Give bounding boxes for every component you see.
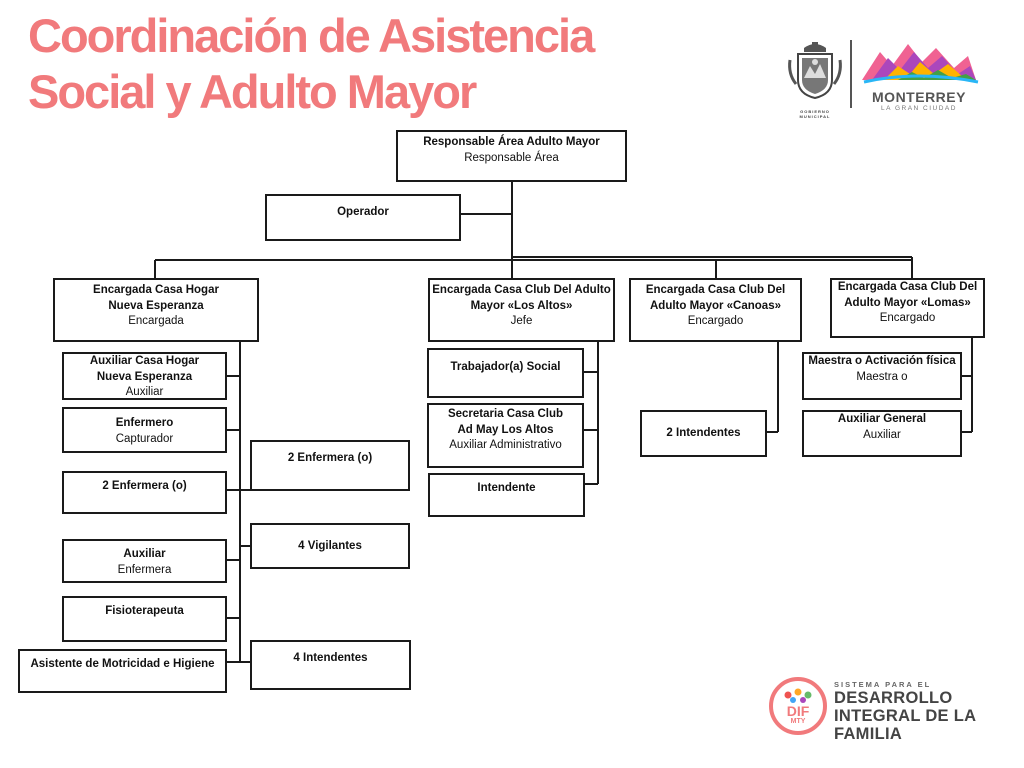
los-altos-role: Jefe xyxy=(510,315,533,327)
enfermero-role: Capturador xyxy=(115,432,174,445)
dif-badge-line-2: MTY xyxy=(790,718,806,725)
lomas-title-1: Encargada Casa Club Del xyxy=(837,281,978,293)
org-box-intendente-altos xyxy=(428,473,585,517)
casa-hogar-title-2: Nueva Esperanza xyxy=(108,299,204,312)
canoas-title-1: Encargada Casa Club Del xyxy=(645,284,786,296)
secretaria-role: Auxiliar Administrativo xyxy=(449,439,562,451)
org-box-lomas xyxy=(830,278,985,338)
maestra-title: Maestra o Activación física xyxy=(808,355,956,367)
org-box-intendentes-canoas xyxy=(640,410,767,457)
casa-hogar-role: Encargada xyxy=(128,315,184,327)
monterrey-tagline: LA GRAN CIUDAD xyxy=(881,105,957,112)
los-altos-title-2: Mayor «Los Altos» xyxy=(470,299,573,312)
trabajador-social-title: Trabajador(a) Social xyxy=(450,361,561,373)
intendentes-hogar-title: 4 Intendentes xyxy=(293,652,368,664)
canoas-role: Encargado xyxy=(687,315,744,327)
enfermera-right-title: 2 Enfermera (o) xyxy=(287,452,373,464)
org-box-enfermero xyxy=(62,407,227,453)
dif-line-2: INTEGRAL DE LA xyxy=(834,707,977,725)
org-box-auxiliar-enfermera xyxy=(62,539,227,583)
dif-line-3: FAMILIA xyxy=(834,725,903,743)
org-box-auxiliar-general xyxy=(802,410,962,457)
dif-small-caption: SISTEMA PARA EL xyxy=(834,680,932,689)
dif-logo-text xyxy=(834,680,976,743)
intendentes-canoas-title: 2 Intendentes xyxy=(666,427,741,439)
org-box-los-altos xyxy=(428,278,615,342)
secretaria-title-2: Ad May Los Altos xyxy=(457,423,554,436)
org-box-enfermera-right xyxy=(250,440,410,491)
org-box-canoas xyxy=(629,278,802,342)
org-box-casa-hogar xyxy=(53,278,259,342)
org-box-intendentes-hogar xyxy=(250,640,411,690)
enfermera-left-title: 2 Enfermera (o) xyxy=(102,480,187,492)
auxiliar-enfermera-role: Enfermera xyxy=(117,563,172,576)
dif-logo-badge xyxy=(768,676,828,736)
fisioterapeuta-title: Fisioterapeuta xyxy=(105,605,184,617)
responsable-title: Responsable Área Adulto Mayor xyxy=(423,136,600,148)
los-altos-title-1: Encargada Casa Club Del Adulto xyxy=(432,284,611,296)
title-line-1: Coordinación de Asistencia xyxy=(28,9,594,62)
municipal-caption: GOBIERNO MUNICIPAL xyxy=(799,109,831,119)
canoas-title-2: Adulto Mayor «Canoas» xyxy=(650,299,781,312)
operador-title: Operador xyxy=(337,206,389,218)
title-line-2: Social y Adulto Mayor xyxy=(28,65,476,118)
org-box-maestra xyxy=(802,352,962,400)
auxiliar-general-title: Auxiliar General xyxy=(837,413,927,425)
org-box-enfermera-left xyxy=(62,471,227,514)
asistente-title: Asistente de Motricidad e Higiene xyxy=(30,658,215,670)
org-box-trabajador-social xyxy=(427,348,584,398)
auxiliar-enfermera-title: Auxiliar xyxy=(123,548,166,560)
org-box-fisioterapeuta xyxy=(62,596,227,642)
dif-line-1: DESARROLLO xyxy=(834,689,953,707)
responsable-role: Responsable Área xyxy=(464,151,559,164)
org-box-secretaria xyxy=(427,403,584,468)
org-box-operador xyxy=(265,194,461,241)
secretaria-title-1: Secretaria Casa Club xyxy=(447,408,564,420)
auxiliar-general-role: Auxiliar xyxy=(863,428,901,441)
auxiliar-casa-hogar-title-2: Nueva Esperanza xyxy=(96,370,193,383)
vigilantes-title: 4 Vigilantes xyxy=(298,540,362,552)
org-box-auxiliar-casa-hogar xyxy=(62,352,227,400)
intendente-altos-title: Intendente xyxy=(477,482,536,494)
enfermero-title: Enfermero xyxy=(115,417,174,429)
lomas-role: Encargado xyxy=(879,312,936,324)
org-box-asistente xyxy=(18,649,227,693)
lomas-title-2: Adulto Mayor «Lomas» xyxy=(844,296,971,309)
org-box-responsable xyxy=(396,130,627,182)
maestra-role: Maestra o xyxy=(856,370,908,383)
dif-badge-line-1: DIF xyxy=(786,703,810,719)
auxiliar-casa-hogar-title-1: Auxiliar Casa Hogar xyxy=(89,355,200,367)
org-box-vigilantes xyxy=(250,523,410,569)
monterrey-name: MONTERREY xyxy=(872,89,966,105)
auxiliar-casa-hogar-role: Auxiliar xyxy=(125,386,164,398)
casa-hogar-title-1: Encargada Casa Hogar xyxy=(93,284,219,296)
